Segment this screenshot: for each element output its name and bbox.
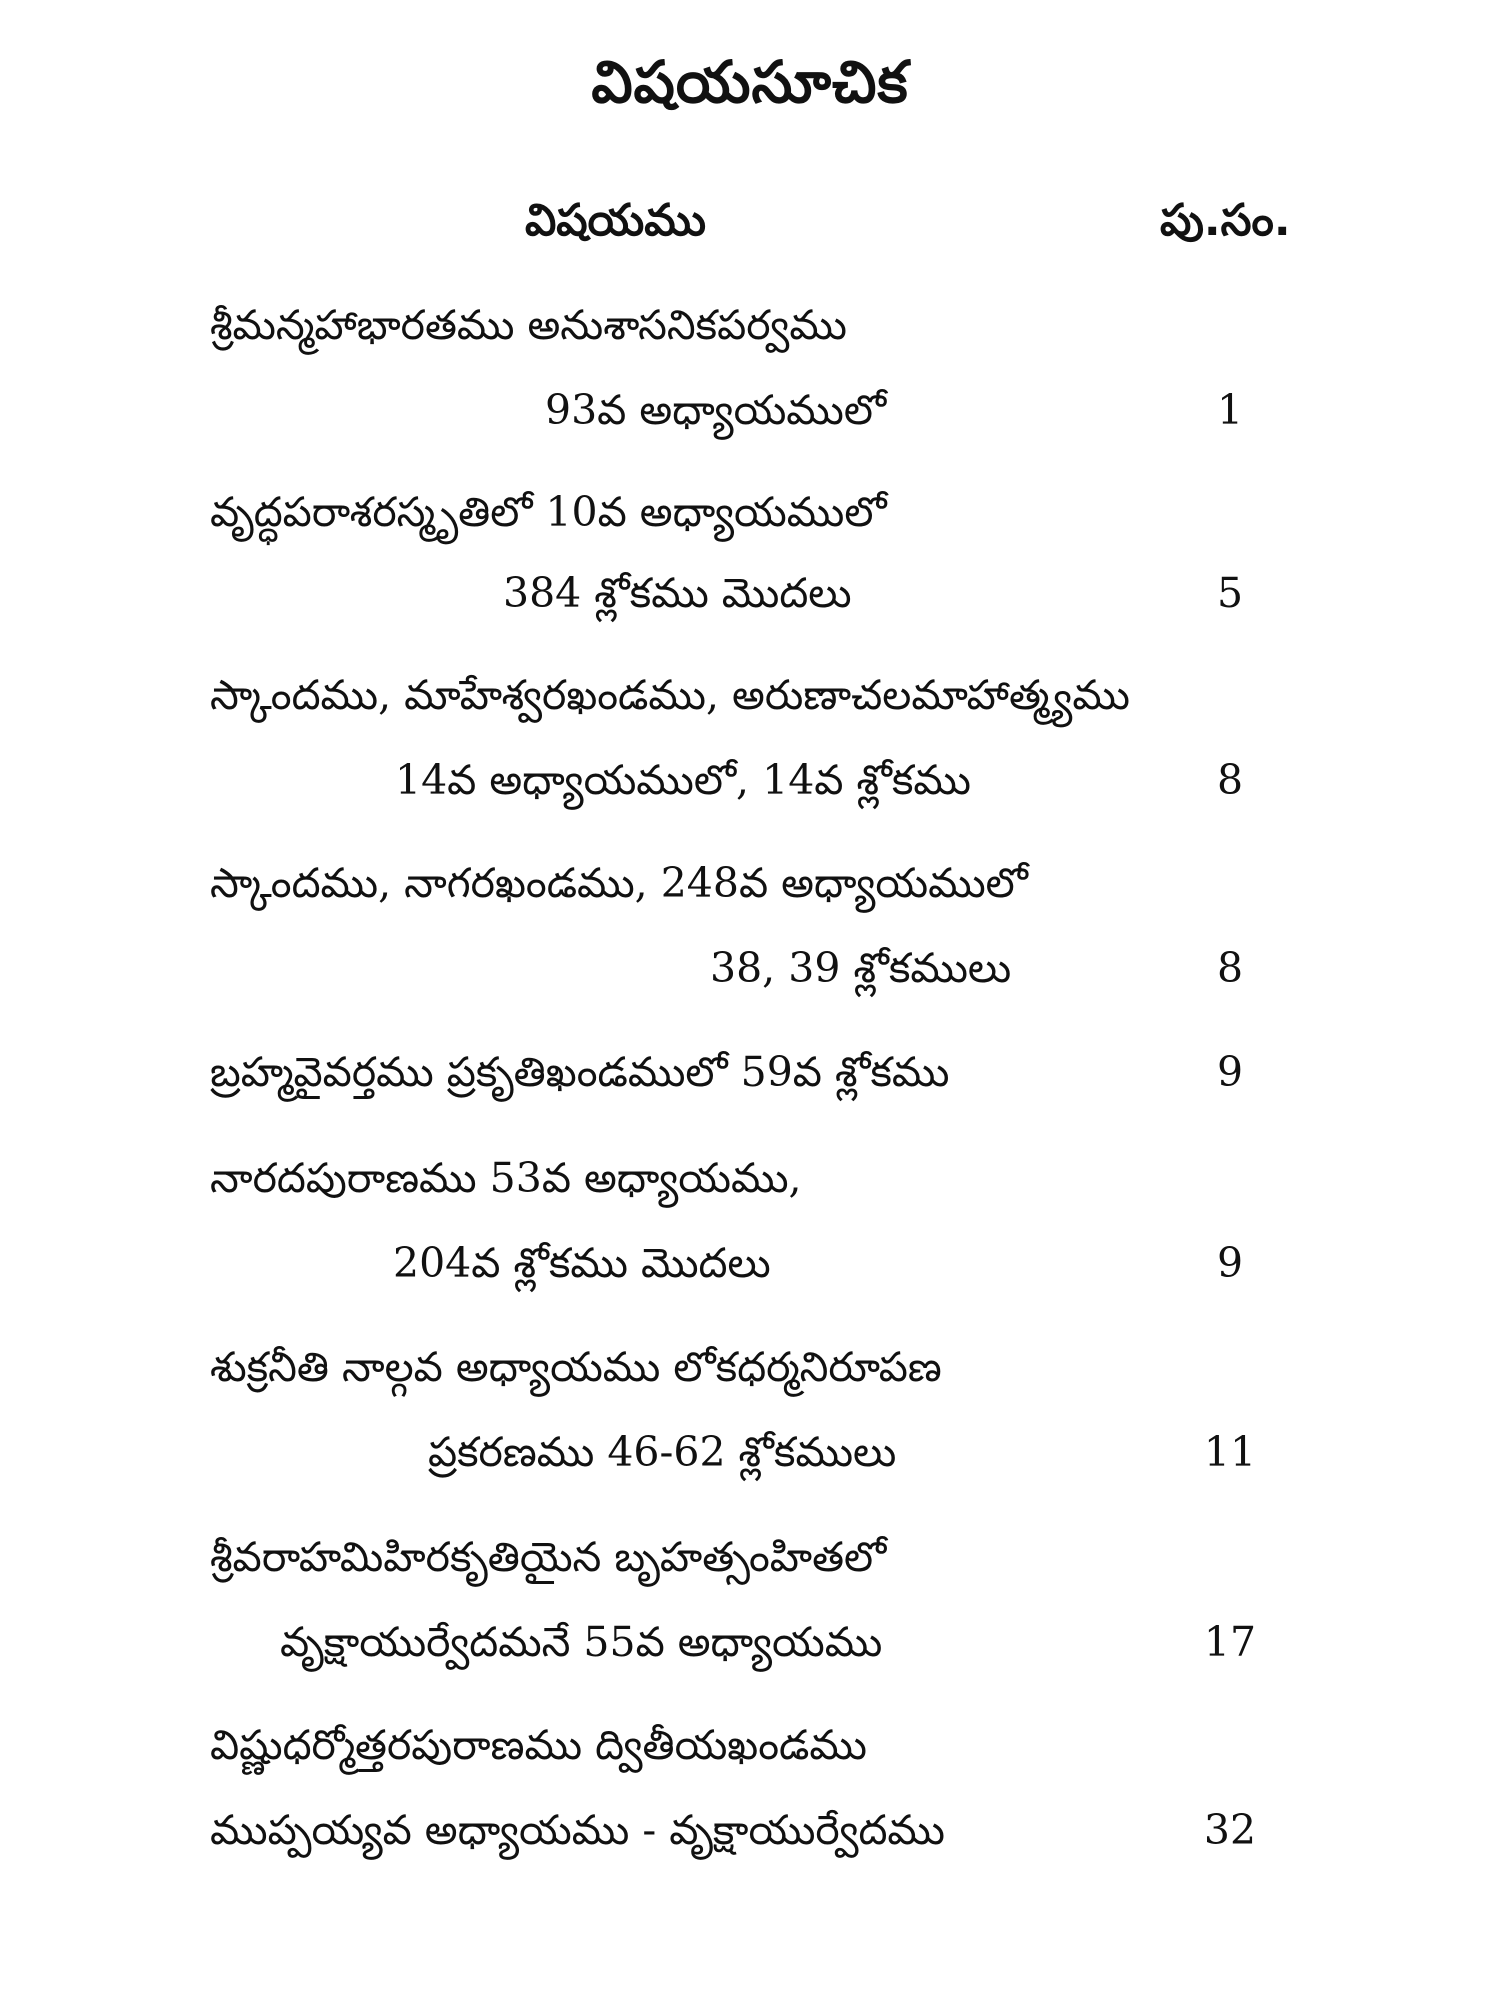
toc-page-number: 32 [1203,1806,1257,1854]
toc-entry-line1: విష్ణుధర్మోత్తరపురాణము ద్వితీయఖండము [210,1721,867,1769]
page-title: విషయసూచిక [591,48,909,116]
toc-entry-line2: 204వ శ్లోకము మొదలు [393,1239,771,1287]
toc-entry-line2: వృక్షాయుర్వేదమనే 55వ అధ్యాయము [280,1618,883,1666]
toc-entry-line1: బ్రహ్మవైవర్తము ప్రకృతిఖండములో 59వ శ్లోకము [210,1048,950,1096]
column-header-topic: విషయము [525,195,707,246]
toc-entry-line1: శుక్రనీతి నాల్గవ అధ్యాయము లోకధర్మనిరూపణ [210,1343,942,1391]
toc-page-number: 8 [1216,944,1244,992]
toc-entry-line1: శ్రీమన్మహాభారతము అనుశాసనికపర్వము [210,301,847,349]
toc-page-number: 11 [1203,1428,1257,1476]
toc-entry-line1: స్కాందము, నాగరఖండము, 248వ అధ్యాయములో [210,859,1028,907]
column-header-page: పు.సం. [1160,195,1291,246]
toc-entry-line2: ప్రకరణము 46-62 శ్లోకములు [428,1428,897,1476]
toc-page-number: 9 [1216,1239,1244,1287]
toc-entry-line1: స్కాందము, మాహేశ్వరఖండము, అరుణాచలమాహాత్మ్యము [210,671,1130,719]
toc-entry-line2: 38, 39 శ్లోకములు [710,944,1012,992]
toc-entry-line2: ముప్పయ్యవ అధ్యాయము - వృక్షాయుర్వేదము [210,1806,945,1854]
toc-entry-line1: శ్రీవరాహమిహిరకృతియైన బృహత్సంహితలో [210,1533,887,1581]
toc-page-number: 17 [1203,1618,1257,1666]
toc-page-number: 8 [1216,756,1244,804]
toc-entry-line2: 14వ అధ్యాయములో, 14వ శ్లోకము [395,756,971,804]
toc-entry-line2: 384 శ్లోకము మొదలు [503,569,852,617]
toc-page-number: 9 [1216,1048,1244,1096]
toc-page-number: 5 [1216,569,1244,617]
toc-entry-line2: 93వ అధ్యాయములో [545,386,887,434]
toc-page-number: 1 [1216,386,1244,434]
toc-entry-line1: నారదపురాణము 53వ అధ్యాయము, [210,1154,802,1202]
toc-entry-line1: వృద్ధపరాశరస్మృతిలో 10వ అధ్యాయములో [210,488,887,536]
